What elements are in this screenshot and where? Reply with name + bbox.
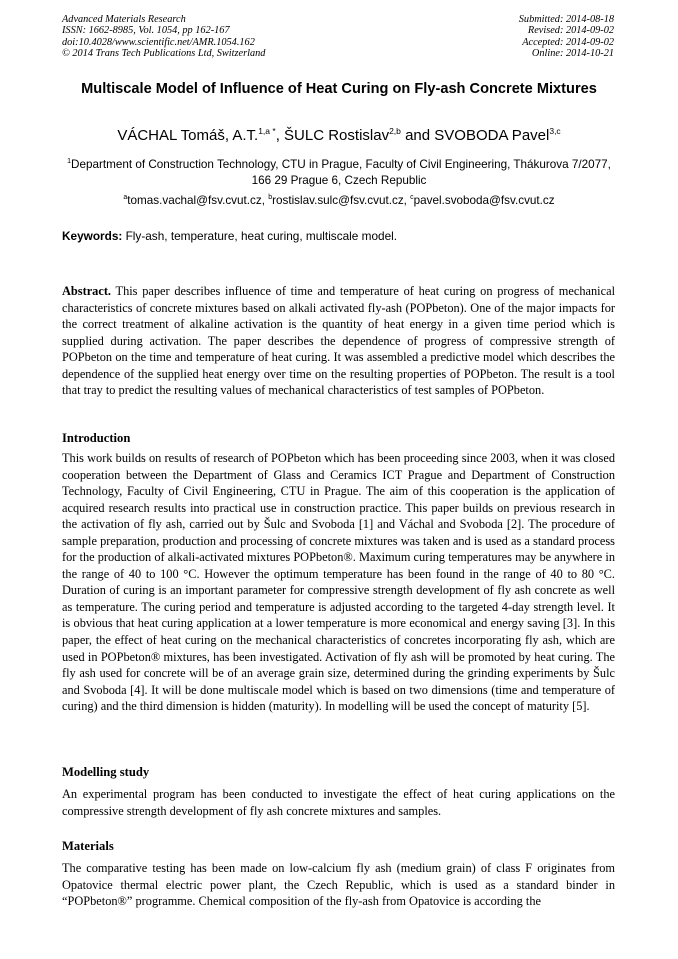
author-superscript: 3,c — [549, 126, 561, 136]
affiliation-text: Department of Construction Technology, CTU in Prague, Faculty of Civil Engineering, Thákurova 7/2077, 166 29 Prague 6, Czech Republic — [71, 158, 611, 187]
abstract-label: Abstract. — [62, 284, 112, 298]
keywords-label: Keywords: — [62, 229, 123, 243]
author-superscript: 1,a * — [258, 126, 276, 136]
section-heading-materials: Materials — [62, 839, 114, 853]
email-superscript: b — [268, 194, 273, 201]
email-superscript: a — [123, 194, 128, 201]
email-separator: , — [403, 194, 411, 207]
author-name: VÁCHAL Tomáš, A.T. — [117, 127, 259, 144]
author-superscript: 2,b — [389, 126, 401, 136]
journal-info — [62, 14, 265, 59]
section-heading-introduction: Introduction — [62, 431, 131, 445]
affiliation-superscript: 1 — [67, 158, 72, 165]
journal-name: Advanced Materials Research — [62, 14, 186, 25]
email-link[interactable]: pavel.svoboda@fsv.cvut.cz — [413, 194, 555, 207]
email-separator: , — [261, 194, 269, 207]
author-name: ŠULC Rostislav — [284, 127, 390, 144]
introduction-paragraph: This work builds on results of research of POPbeton which has been proceeding since 2003, when it was closed cooperation between the Department of Glass and Ceramics ICT Prague and Department of Construction Technology, Faculty of Civil Engineering, CTU in Prague. The aim of this cooperation is the application of acquired research results into practical use in construction practice. This paper builds on previous research in the activation of fly ash, carried out by Šulc and Svoboda [1] and Váchal and Svoboda [2]. The procedure of sample preparation, production and processing of concrete mixtures was taken and is used as a standard process for the production of alkali-activated mixtures POPbeton®. Maximum curing temperatures may be anywhere in the range of 40 to 100 °C. However the optimum temperature has been found in the range of 40 to 80 °C. Duration of curing is an important parameter for compressive strength development of fly ash concrete as well as temperature. The curing period and temperature is adjusted according to the targeted 4-day strength level. It is obvious that heat curing application at a lower temperature is more economical and energy saving [3]. In this paper, the effect of heat curing on the mechanical characteristics of concretes incorporating fly ash, which are used in POPbeton® mixtures, has been investigated. Activation of fly ash will be promoted by heat curing. The fly ash used for concrete will be of an average grain size, determined during the grinding experiments by Šulc and Svoboda [4]. It will be done multiscale model which is based on two dimensions (time and temperature of curing) and the third dimension is hidden (maturity). In modelling will be used the concept of maturity [5]. — [62, 451, 615, 714]
journal-copyright: © 2014 Trans Tech Publications Ltd, Switzerland — [62, 47, 266, 59]
date-revised: Revised: 2014-09-02 — [527, 25, 614, 37]
email-link[interactable]: tomas.vachal@fsv.cvut.cz — [127, 194, 262, 207]
journal-issn: ISSN: 1662-8985, Vol. 1054, pp 162-167 — [62, 25, 230, 37]
date-online: Online: 2014-10-21 — [531, 47, 614, 59]
journal-doi: doi:10.4028/www.scientific.net/AMR.1054.162 — [62, 36, 255, 48]
email-superscript: c — [410, 194, 414, 201]
materials-paragraph: The comparative testing has been made on low-calcium fly ash (medium grain) of class F originates from Opatovice thermal electric power plant, the Czech Republic, which is used as a standard binder in “POPbeton®” programme. Chemical composition of the fly-ash from Opatovice is according the — [62, 861, 615, 909]
keywords — [62, 229, 616, 244]
modelling-paragraph: An experimental program has been conducted to investigate the effect of heat curing applications on the compressive strength development of fly ash concrete mixtures and samples. — [62, 787, 615, 818]
author-list — [62, 127, 616, 145]
section-heading-modelling: Modelling study — [62, 765, 150, 779]
publication-dates — [519, 14, 614, 59]
email-link[interactable]: rostislav.sulc@fsv.cvut.cz — [272, 194, 404, 207]
keywords-text: Fly-ash, temperature, heat curing, multiscale model. — [122, 229, 398, 243]
author-emails — [62, 193, 616, 208]
author-name: SVOBODA Pavel — [434, 127, 550, 144]
affiliation — [62, 157, 616, 188]
date-submitted: Submitted: 2014-08-18 — [518, 14, 614, 25]
author-separator: , — [275, 127, 285, 144]
paper-title: Multiscale Model of Influence of Heat Curing on Fly-ash Concrete Mixtures — [81, 81, 597, 97]
author-separator: and — [400, 127, 435, 144]
date-accepted: Accepted: 2014-09-02 — [522, 36, 614, 48]
abstract — [62, 283, 615, 399]
abstract-text: This paper describes influence of time and temperature of heat curing on progress of mechanical characteristics of concrete mixtures based on alkali activated fly-ash (POPbeton). One of the major impacts for the correct treatment of alkaline activation is the quantity of heat energy in a given time period which is supplied during activation. The paper describes the dependence of progress of compressive strength of POPbeton on the time and temperature of heat curing. It was assembled a predictive model which describes the dependence of the supplied heat energy over time on the resulting properties of POPbeton. The result is a tool that tray to predict the resulting values of mechanical characteristics of test samples of POPbeton. — [62, 284, 615, 398]
